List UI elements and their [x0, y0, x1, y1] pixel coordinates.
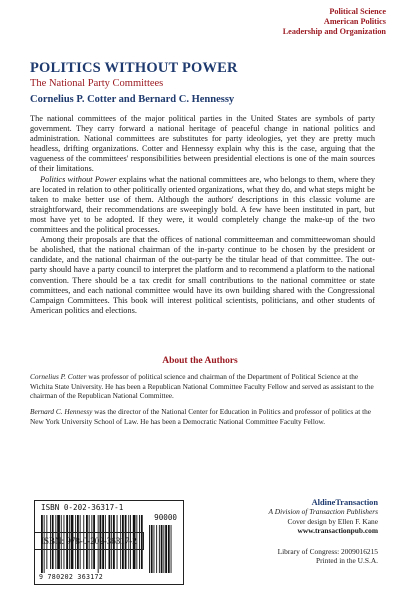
blurb-paragraph-2	[30, 175, 375, 236]
barcode-isbn10: ISBN 0-202-36317-1	[41, 503, 124, 512]
barcode-digits: 9 780202 363172	[39, 573, 104, 581]
blurb-paragraph-1: The national committees of the major political parties in the United States are symbols of party government. They carry forward a national heritage of peaceful change in national politics and administration. National committees are substitutes for party ideologies, yet they are pretty much headless, drifting organizations. Cotter and Hennessy explain why this is the case, arguing that the vagueness of the committees' responsibilities between presidential elections is one of the main sources of their limitations.	[30, 114, 375, 174]
hennessy-bio-text: was the director of the National Center for Education in Politics and professor of politics at the New York University School of Law. He has been a Democratic National Committee Faculty Fellow.	[30, 407, 371, 426]
cotter-bio	[30, 372, 375, 401]
barcode-addon-bar	[171, 525, 172, 573]
category-leadership: Leadership and Organization	[282, 27, 386, 36]
barcode-addon-bar	[149, 525, 150, 573]
about-authors-heading: About the Authors	[162, 356, 238, 366]
about-authors-body	[30, 372, 375, 433]
barcode-addon-bar	[151, 525, 153, 573]
barcode-addon-bar	[154, 525, 155, 573]
isbn-label: ISBN: 978-0-202-36317-2	[34, 532, 144, 550]
barcode-addon-bar	[161, 525, 163, 573]
publisher-division: A Division of Transaction Publishers	[268, 507, 378, 517]
barcode-addon-bar	[163, 525, 164, 573]
category-political-science: Political Science	[329, 7, 386, 16]
publisher-url: www.transactionpub.com	[297, 526, 378, 536]
printed-in: Printed in the U.S.A.	[316, 556, 378, 566]
blurb-paragraph-2-text: explains what the national committees are, who belongs to them, where they are located in relation to other politically oriented organizations, what they do, and what steps might be taken to make better use of them. Although the authors' descriptions in this classic volume are straightforward, their recommendations are sweepingly bold. A few have been instituted in part, but most have yet to be adopted. If they were, it would completely change the make-up of the two committees and the political processes.	[30, 174, 375, 235]
book-subtitle: The National Party Committees	[30, 78, 164, 89]
blurb-title-ref: Politics without Power	[40, 174, 117, 184]
cotter-bio-text: was professor of political science and chairman of the Department of Political Science at the Wichita State University. He has been a Republican National Committee Faculty Fellow and served as assistant to the chairman of the Republican National Committee.	[30, 372, 374, 401]
barcode-addon-bar	[168, 525, 170, 573]
cover-design-credit: Cover design by Ellen F. Kane	[287, 516, 378, 526]
barcode-isbn-line	[41, 503, 177, 522]
book-authors: Cornelius P. Cotter and Bernard C. Hennessy	[30, 94, 235, 105]
cotter-name: Cornelius P. Cotter	[30, 372, 87, 381]
barcode-addon-bar	[165, 525, 167, 573]
blurb-paragraph-3: Among their proposals are that the offices of national committeeman and committeewoman should be abolished, that the national chairman of the in-party continue to be chosen by the president or candidate, and the national chairman of the out-party be the titular head of that committee. The out-party should have a party council to interpret the platform and to recommend a platform to the national convention. There should be a tax credit for small contributions to the national committee or state committees, and each national committee would have its own building shared with the Congressional Campaign Committees. This book will interest political scientists, politicians, and other students of American politics and elections.	[30, 235, 375, 315]
barcode-addon-bar	[156, 525, 157, 573]
barcode-addon-bar	[159, 525, 160, 573]
library-block	[278, 547, 378, 566]
hennessy-bio	[30, 407, 375, 426]
publisher-block	[269, 498, 379, 536]
subject-categories	[283, 7, 386, 37]
hennessy-name: Bernard C. Hennessy	[30, 407, 93, 417]
book-title: POLITICS WITHOUT POWER	[30, 60, 238, 76]
barcode-price-code: 90000	[154, 513, 177, 522]
publisher-name: AldineTransaction	[311, 498, 378, 507]
category-american-politics: American Politics	[323, 17, 386, 26]
library-of-congress: Library of Congress: 2009016215	[277, 547, 378, 556]
blurb	[30, 114, 375, 316]
